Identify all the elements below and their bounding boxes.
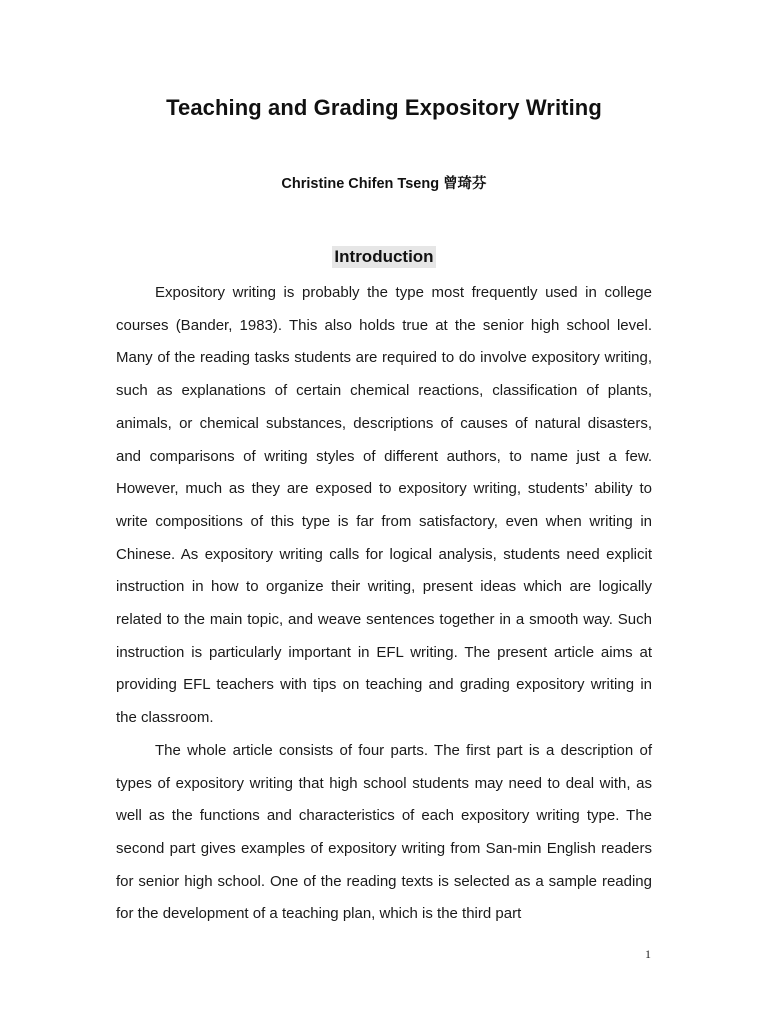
paragraph: Expository writing is probably the type most frequently used in college courses (Bander, 1983). This also holds true at the senior high school level. Many of the reading tasks students are required to do involve expository writing, such as explanations of certain chemical reactions, classification of plants, animals, or chemical substances, descriptions of causes of natural disasters, and comparisons of writing styles of different authors, to name just a few. However, much as they are exposed to expository writing, students’ ability to write compositions of this type is far from satisfactory, even when writing in Chinese. As expository writing calls for logical analysis, students need explicit instruction in how to organize their writing, present ideas which are logically related to the main topic, and weave sentences together in a smooth way. Such instruction is particularly important in EFL writing. The present article aims at providing EFL teachers with tips on teaching and grading expository writing in the classroom. [116,284,652,727]
document-title: Teaching and Grading Expository Writing [166,95,602,120]
section-heading-text: Introduction [334,247,434,266]
author-name: Christine Chifen Tseng [281,176,440,192]
page-number: 1 [645,947,651,961]
author-line [0,172,768,193]
section-heading [0,246,768,268]
paragraph: The whole article consists of four parts. The first part is a description of types of expository writing that high school students may need to deal with, as well as the functions and characteristics of each expository writing type. The second part gives examples of expository writing from San-min English readers for senior high school. One of the reading texts is selected as a sample reading for the development of a teaching plan, which is the third part [116,741,652,923]
author-name-cjk: 曾琦芬 [443,176,487,192]
body-text [116,277,652,931]
